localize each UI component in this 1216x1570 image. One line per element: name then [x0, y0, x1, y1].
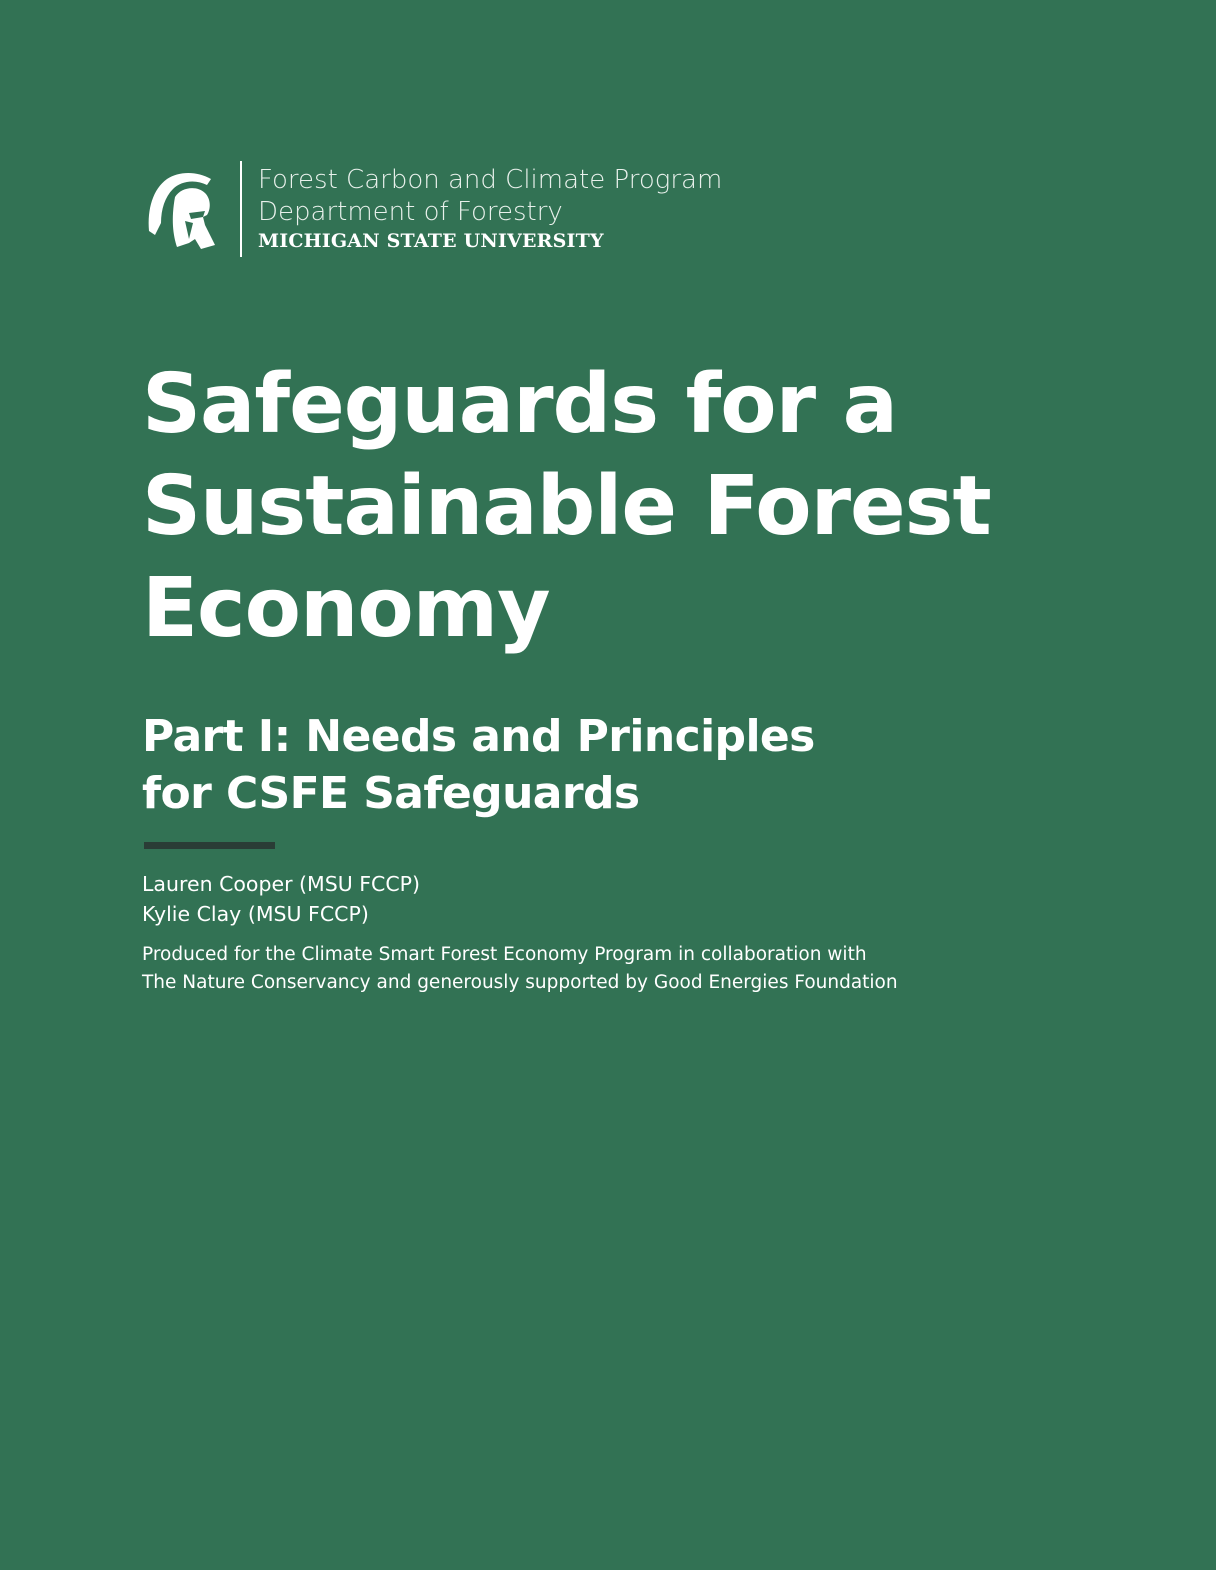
subtitle-line: for CSFE Safeguards [142, 768, 640, 819]
spartan-helmet-icon [145, 169, 217, 249]
credit-line: The Nature Conservancy and generously supported by Good Energies Foundation [142, 972, 898, 993]
production-credit [142, 941, 1122, 997]
author-name: Kylie Clay (MSU FCCP) [142, 902, 369, 926]
department-name: Department of Forestry [258, 197, 563, 227]
credit-line: Produced for the Climate Smart Forest Economy Program in collaboration with [142, 944, 867, 965]
accent-rule [144, 842, 275, 849]
header-divider [240, 161, 242, 257]
title-line: Safeguards for a [142, 357, 897, 452]
university-name: MICHIGAN STATE UNIVERSITY [258, 230, 604, 252]
document-subtitle [142, 708, 1042, 822]
document-title [142, 354, 1102, 660]
subtitle-line: Part I: Needs and Principles [142, 711, 815, 762]
author-name: Lauren Cooper (MSU FCCP) [142, 872, 421, 896]
author-list [142, 869, 420, 929]
organization-name [258, 164, 722, 254]
program-name: Forest Carbon and Climate Program [258, 165, 723, 195]
title-line: Sustainable Forest [142, 459, 991, 554]
title-line: Economy [142, 561, 550, 656]
header [145, 160, 722, 258]
